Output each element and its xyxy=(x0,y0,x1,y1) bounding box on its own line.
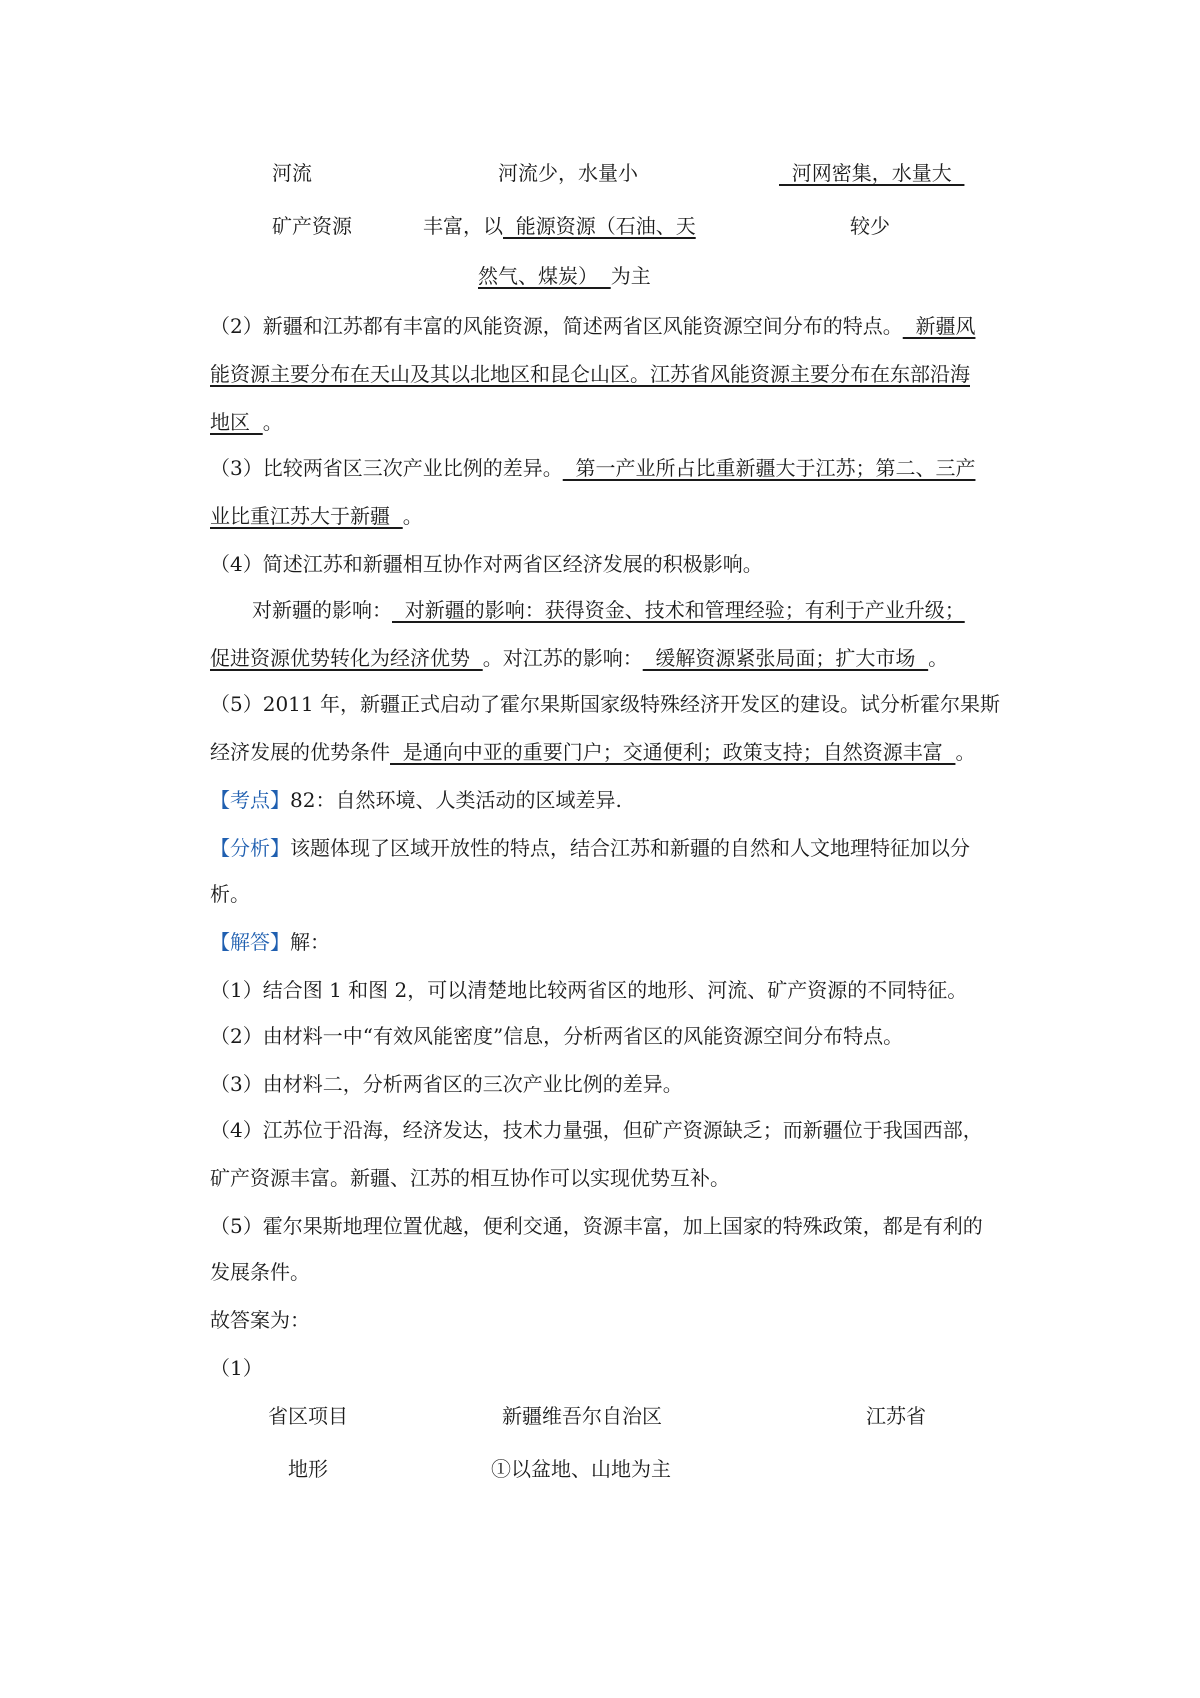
q4-line1 xyxy=(210,546,1030,582)
table-row-river xyxy=(0,155,1200,191)
header-item: 省区项目 xyxy=(268,1404,348,1428)
q2-end: 。 xyxy=(262,410,283,434)
explain-1: （1）结合图 1 和图 2，可以清楚地比较两省区的地形、河流、矿产资源的不同特征。 xyxy=(210,978,968,1002)
q4-js-label: 。对江苏的影响： xyxy=(482,646,643,670)
q5-text-1: （5）2011 年，新疆正式启动了霍尔果斯国家级特殊经济开发区的建设。试分析霍尔果斯 xyxy=(210,692,1000,716)
q3-answer-2: 业比重江苏大于新疆 xyxy=(210,504,403,528)
q4-xj-answer-2: 促进资源优势转化为经济优势 xyxy=(210,646,483,670)
terrain-xinjiang: ①以盆地、山地为主 xyxy=(491,1457,671,1481)
q2-answer-3: 地区 xyxy=(210,410,263,434)
q5-end: 。 xyxy=(955,740,976,764)
q5-answer: 是通向中亚的重要门户；交通便利；政策支持；自然资源丰富 xyxy=(390,740,956,764)
q2-answer-1: 新疆风 xyxy=(902,314,976,338)
header-xinjiang: 新疆维吾尔自治区 xyxy=(502,1404,662,1428)
table-row-mineral xyxy=(0,208,1200,244)
header-jiangsu: 江苏省 xyxy=(866,1404,926,1428)
fenxi-line2 xyxy=(210,876,1030,912)
q4-line3 xyxy=(210,640,1030,676)
mineral-jiangsu: 较少 xyxy=(850,214,890,238)
fenxi-line1 xyxy=(210,830,1030,866)
q3-line1 xyxy=(210,450,1030,486)
q2-text: （2）新疆和江苏都有丰富的风能资源，简述两省区风能资源空间分布的特点。 xyxy=(210,314,903,338)
q4-text: （4）简述江苏和新疆相互协作对两省区经济发展的积极影响。 xyxy=(210,552,763,576)
kaodian-text: 82：自然环境、人类活动的区域差异. xyxy=(290,788,622,812)
q2-line2 xyxy=(210,356,1030,392)
explain-4-line1: （4）江苏位于沿海，经济发达，技术力量强，但矿产资源缺乏；而新疆位于我国西部， xyxy=(210,1118,983,1142)
q4-line2 xyxy=(252,592,1030,628)
kaodian-tag: 【考点】 xyxy=(210,788,290,812)
q2-line3 xyxy=(210,404,1030,440)
mineral-answer-1: 能源资源（石油、天 xyxy=(503,214,696,238)
fenxi-text-1: 该题体现了区域开放性的特点，结合江苏和新疆的自然和人文地理特征加以分 xyxy=(290,836,970,860)
mineral-xinjiang-line2 xyxy=(478,258,651,294)
row-label-terrain: 地形 xyxy=(288,1457,328,1481)
jieda-tag: 【解答】 xyxy=(210,930,290,954)
fenxi-text-2: 析。 xyxy=(210,882,250,906)
table-bottom-header xyxy=(0,1398,1200,1434)
table-row-mineral-cont xyxy=(0,258,1200,294)
q3-answer-1: 第一产业所占比重新疆大于江苏；第二、三产 xyxy=(562,456,976,480)
q4-xj-answer-1: 对新疆的影响：获得资金、技术和管理经验；有利于产业升级； xyxy=(392,598,965,622)
q5-text-2: 经济发展的优势条件 xyxy=(210,740,390,764)
explain-4-line2: 矿产资源丰富。新疆、江苏的相互协作可以实现优势互补。 xyxy=(210,1166,730,1190)
answer-number: （1） xyxy=(210,1356,263,1380)
jieda-line xyxy=(210,924,1030,960)
mineral-xinjiang-line1 xyxy=(423,208,696,244)
explain-3: （3）由材料二，分析两省区的三次产业比例的差异。 xyxy=(210,1072,683,1096)
answer-intro: 故答案为： xyxy=(210,1308,310,1332)
q4-js-answer: 缓解资源紧张局面；扩大市场 xyxy=(642,646,929,670)
q5-line1 xyxy=(210,686,1030,722)
q4-xj-label: 对新疆的影响： xyxy=(252,598,392,622)
explain-5-line1: （5）霍尔果斯地理位置优越，便利交通，资源丰富，加上国家的特殊政策，都是有利的 xyxy=(210,1214,983,1238)
q3-text: （3）比较两省区三次产业比例的差异。 xyxy=(210,456,563,480)
jieda-text: 解： xyxy=(290,930,330,954)
table-row-terrain xyxy=(0,1451,1200,1487)
mineral-answer-2: 然气、煤炭） xyxy=(478,264,611,288)
kaodian-line xyxy=(210,782,1030,818)
mineral-prefix: 丰富，以 xyxy=(423,214,503,238)
row-label-mineral: 矿产资源 xyxy=(272,214,352,238)
explain-5-line2: 发展条件。 xyxy=(210,1260,310,1284)
q5-line2 xyxy=(210,734,1030,770)
river-jiangsu-answer: 河网密集，水量大 xyxy=(779,161,965,185)
river-xinjiang: 河流少，水量小 xyxy=(498,161,638,185)
q4-end: 。 xyxy=(928,646,949,670)
q2-line1 xyxy=(210,308,1030,344)
q3-end: 。 xyxy=(402,504,423,528)
fenxi-tag: 【分析】 xyxy=(210,836,290,860)
q3-line2 xyxy=(210,498,1030,534)
row-label-river: 河流 xyxy=(272,161,312,185)
mineral-suffix: 为主 xyxy=(610,264,651,288)
q2-answer-2: 能资源主要分布在天山及其以北地区和昆仑山区。江苏省风能资源主要分布在东部沿海 xyxy=(210,362,970,386)
explain-2: （2）由材料一中“有效风能密度”信息，分析两省区的风能资源空间分布特点。 xyxy=(210,1024,904,1048)
